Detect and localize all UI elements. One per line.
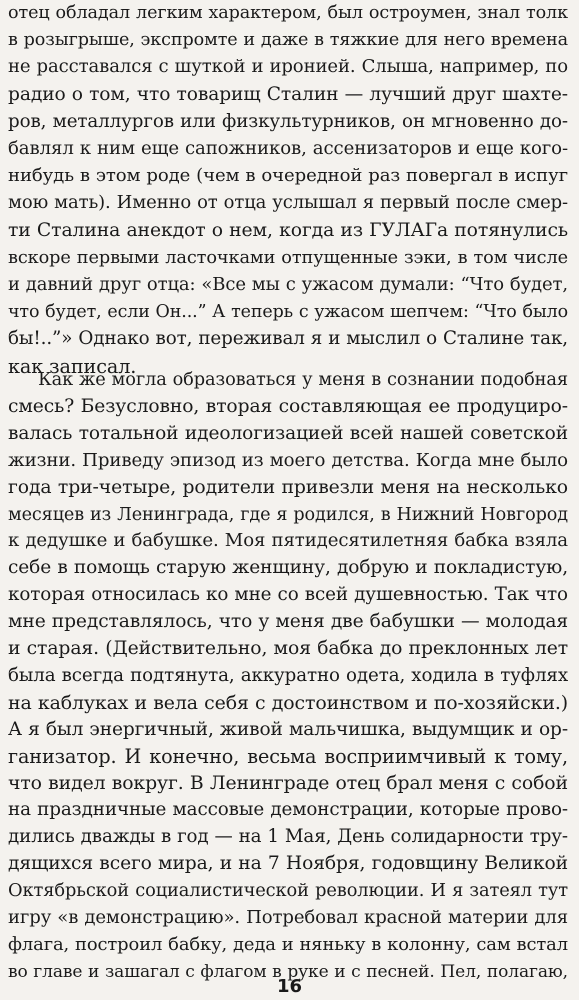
text-line: отец обладал легким характером, был остроумен, знал толк	[8, 3, 568, 23]
text-line: нибудь в этом роде (чем в очередной раз повергал в испуг	[8, 165, 568, 187]
text-line: ганизатор. И конечно, весьма восприимчивый к тому,	[8, 744, 568, 768]
text-line: дящихся всего мира, и на 7 Ноября, годовщину Великой	[8, 853, 568, 875]
text-line: мою мать). Именно от отца услышал я первый после смер-	[8, 192, 568, 214]
text-line: А я был энергичный, живой мальчишка, выдумщик и ор-	[8, 718, 568, 740]
text-line: месяцев из Ленинграда, где я родился, в Нижний Новгород	[8, 504, 568, 525]
text-line: смесь? Безусловно, вторая составляющая ее продуциро-	[8, 395, 568, 417]
text-line: во главе и зашагал с флагом в руке и с песней. Пел, полагаю,	[8, 961, 568, 982]
text-line: не расставался с шуткой и иронией. Слыша, например, по	[8, 56, 568, 78]
text-line: Октябрьской социалистической революции. И я затеял тут	[8, 880, 568, 902]
text-line: бавлял к ним еще сапожников, ассенизаторов и еще кого-	[8, 138, 568, 159]
text-line: как записал.	[8, 354, 137, 378]
text-line: в розыгрыше, экспромте и даже в тяжкие для него времена	[8, 30, 568, 51]
text-line: ров, металлургов или физкультурников, он мгновенно до-	[8, 110, 568, 132]
text-line: что видел вокруг. В Ленинграде отец брал меня с собой	[8, 772, 568, 794]
text-line: была всегда подтянута, аккуратно одета, ходила в туфлях	[8, 664, 568, 686]
page-number: 16	[276, 976, 303, 997]
text-line: радио о том, что товарищ Сталин — лучший друг шахте-	[8, 83, 568, 105]
text-line: дились дважды в год — на 1 Мая, День солидарности тру-	[8, 826, 568, 848]
text-line: мне представлялось, что у меня две бабушки — молодая	[8, 611, 568, 633]
text-line: которая относилась ко мне со всей душевностью. Так что	[8, 584, 568, 606]
text-line: года три-четыре, родители привезли меня на несколько	[8, 476, 568, 498]
text-line: на праздничные массовые демонстрации, которые прово-	[8, 799, 568, 821]
text-line: что будет, если Он...” А теперь с ужасом шепчем: “Что было	[8, 302, 568, 323]
text-line: валась тотальной идеологизацией всей нашей советской	[8, 422, 568, 444]
text-line: игру «в демонстрацию». Потребовал красной материи для	[8, 907, 568, 928]
text-line: вскоре первыми ласточками отпущенные зэки, в том числе	[8, 247, 568, 268]
text-line: и давний друг отца: «Все мы с ужасом думали: “Что будет,	[8, 274, 568, 295]
text-line: ти Сталина анекдот о нем, когда из ГУЛАГа потянулись	[8, 219, 568, 241]
text-line: к дедушке и бабушке. Моя пятидесятилетняя бабка взяла	[8, 530, 568, 552]
paragraph-first-line: Как же могла образоваться у меня в сознании подобная	[38, 370, 568, 390]
text-line: и старая. (Действительно, моя бабка до преклонных лет	[8, 638, 568, 659]
text-line: флага, построил бабку, деда и няньку в колонну, сам встал	[8, 933, 568, 955]
text-line: бы!..”» Однако вот, переживал я и мыслил о Сталине так,	[8, 328, 568, 350]
text-line: себе в помощь старую женщину, добрую и покладистую,	[8, 557, 568, 579]
text-line: на каблуках и вела себя с достоинством и по-хозяйски.)	[8, 691, 568, 714]
text-line: жизни. Приведу эпизод из моего детства. Когда мне было	[8, 449, 568, 471]
